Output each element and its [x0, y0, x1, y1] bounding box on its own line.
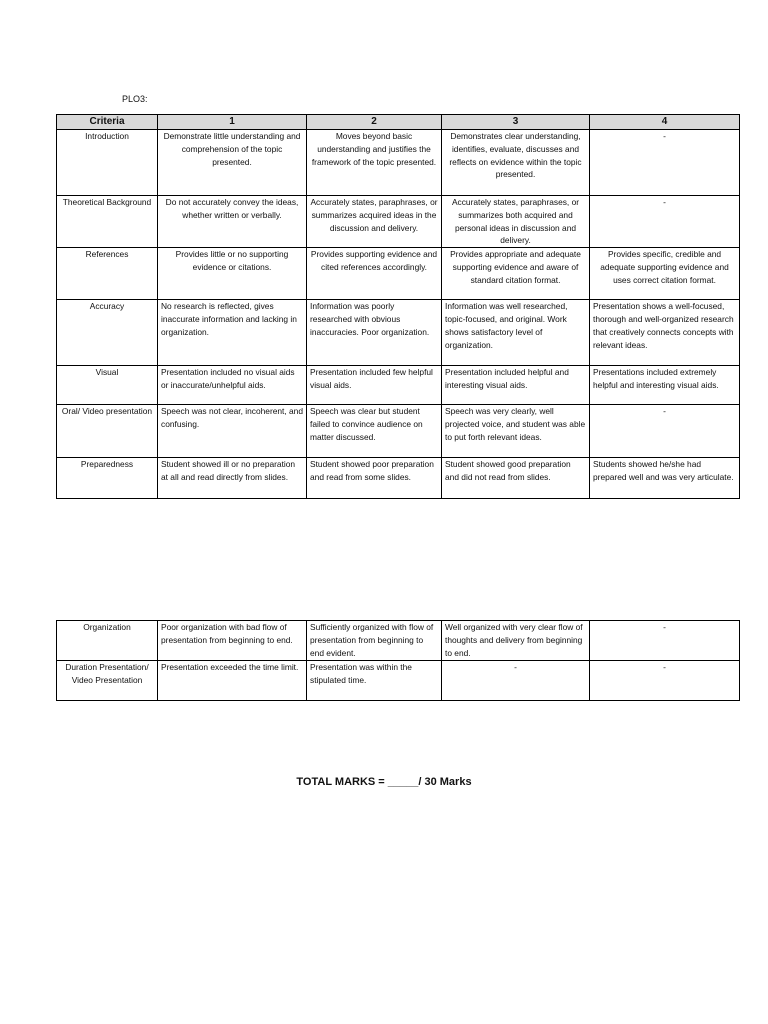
row-preparedness: [57, 458, 740, 499]
score-2-cell: Accurately states, paraphrases, or summarizes acquired ideas in the discussion and delivery.: [307, 196, 442, 248]
page-heading: PLO3:: [122, 94, 148, 104]
criteria-cell: References: [57, 248, 158, 300]
score-1-cell: Provides little or no supporting evidence or citations.: [158, 248, 307, 300]
score-2-cell: Speech was clear but student failed to convince audience on matter discussed.: [307, 405, 442, 458]
score-4-cell: -: [590, 661, 740, 701]
score-1-cell: Speech was not clear, incoherent, and confusing.: [158, 405, 307, 458]
score-1-cell: Presentation included no visual aids or inaccurate/unhelpful aids.: [158, 366, 307, 405]
criteria-cell: Introduction: [57, 130, 158, 196]
header-criteria: Criteria: [57, 115, 158, 130]
score-4-cell: -: [590, 196, 740, 248]
score-3-cell: Student showed good preparation and did not read from slides.: [442, 458, 590, 499]
score-3-cell: Well organized with very clear flow of thoughts and delivery from beginning to end.: [442, 621, 590, 661]
row-visual: [57, 366, 740, 405]
score-4-cell: -: [590, 405, 740, 458]
row-accuracy: [57, 300, 740, 366]
score-3-cell: Speech was very clearly, well projected voice, and student was able to put forth relevant ideas.: [442, 405, 590, 458]
score-3-cell: Presentation included helpful and interesting visual aids.: [442, 366, 590, 405]
score-1-cell: Presentation exceeded the time limit.: [158, 661, 307, 701]
score-1-cell: Demonstrate little understanding and comprehension of the topic presented.: [158, 130, 307, 196]
score-4-cell: -: [590, 130, 740, 196]
header-score-1: 1: [158, 115, 307, 130]
score-3-cell: -: [442, 661, 590, 701]
score-2-cell: Presentation included few helpful visual aids.: [307, 366, 442, 405]
row-references: [57, 248, 740, 300]
score-2-cell: Provides supporting evidence and cited references accordingly.: [307, 248, 442, 300]
row-theoretical-background: [57, 196, 740, 248]
score-1-cell: Poor organization with bad flow of presentation from beginning to end.: [158, 621, 307, 661]
criteria-cell: Duration Presentation/ Video Presentation: [57, 661, 158, 701]
score-3-cell: Demonstrates clear understanding, identifies, evaluate, discusses and reflects on evidence within the topic presented.: [442, 130, 590, 196]
row-duration: [57, 661, 740, 701]
rubric-table: [56, 114, 740, 499]
score-3-cell: Accurately states, paraphrases, or summarizes both acquired and personal ideas in discussion and delivery.: [442, 196, 590, 248]
score-4-cell: -: [590, 621, 740, 661]
header-row: [57, 115, 740, 130]
criteria-cell: Accuracy: [57, 300, 158, 366]
score-2-cell: Presentation was within the stipulated time.: [307, 661, 442, 701]
score-1-cell: Do not accurately convey the ideas, whether written or verbally.: [158, 196, 307, 248]
criteria-cell: Organization: [57, 621, 158, 661]
score-2-cell: Information was poorly researched with obvious inaccuracies. Poor organization.: [307, 300, 442, 366]
score-4-cell: Students showed he/she had prepared well and was very articulate.: [590, 458, 740, 499]
score-1-cell: Student showed ill or no preparation at all and read directly from slides.: [158, 458, 307, 499]
criteria-cell: Theoretical Background: [57, 196, 158, 248]
header-score-4: 4: [590, 115, 740, 130]
row-organization: [57, 621, 740, 661]
row-introduction: [57, 130, 740, 196]
score-2-cell: Sufficiently organized with flow of presentation from beginning to end evident.: [307, 621, 442, 661]
criteria-cell: Oral/ Video presentation: [57, 405, 158, 458]
score-2-cell: Student showed poor preparation and read from some slides.: [307, 458, 442, 499]
total-marks: TOTAL MARKS = _____/ 30 Marks: [296, 776, 472, 788]
criteria-cell: Preparedness: [57, 458, 158, 499]
criteria-cell: Visual: [57, 366, 158, 405]
score-4-cell: Provides specific, credible and adequate supporting evidence and uses correct citation format.: [590, 248, 740, 300]
score-3-cell: Provides appropriate and adequate supporting evidence and aware of standard citation format.: [442, 248, 590, 300]
score-4-cell: Presentations included extremely helpful and interesting visual aids.: [590, 366, 740, 405]
score-3-cell: Information was well researched, topic-focused, and original. Work shows satisfactory level of organization.: [442, 300, 590, 366]
rubric-table-continued: [56, 620, 740, 701]
header-score-3: 3: [442, 115, 590, 130]
row-oral-video-presentation: [57, 405, 740, 458]
score-1-cell: No research is reflected, gives inaccurate information and lacking in organization.: [158, 300, 307, 366]
score-4-cell: Presentation shows a well-focused, thorough and well-organized research that creatively connects concepts with relevant ideas.: [590, 300, 740, 366]
header-score-2: 2: [307, 115, 442, 130]
score-2-cell: Moves beyond basic understanding and justifies the framework of the topic presented.: [307, 130, 442, 196]
